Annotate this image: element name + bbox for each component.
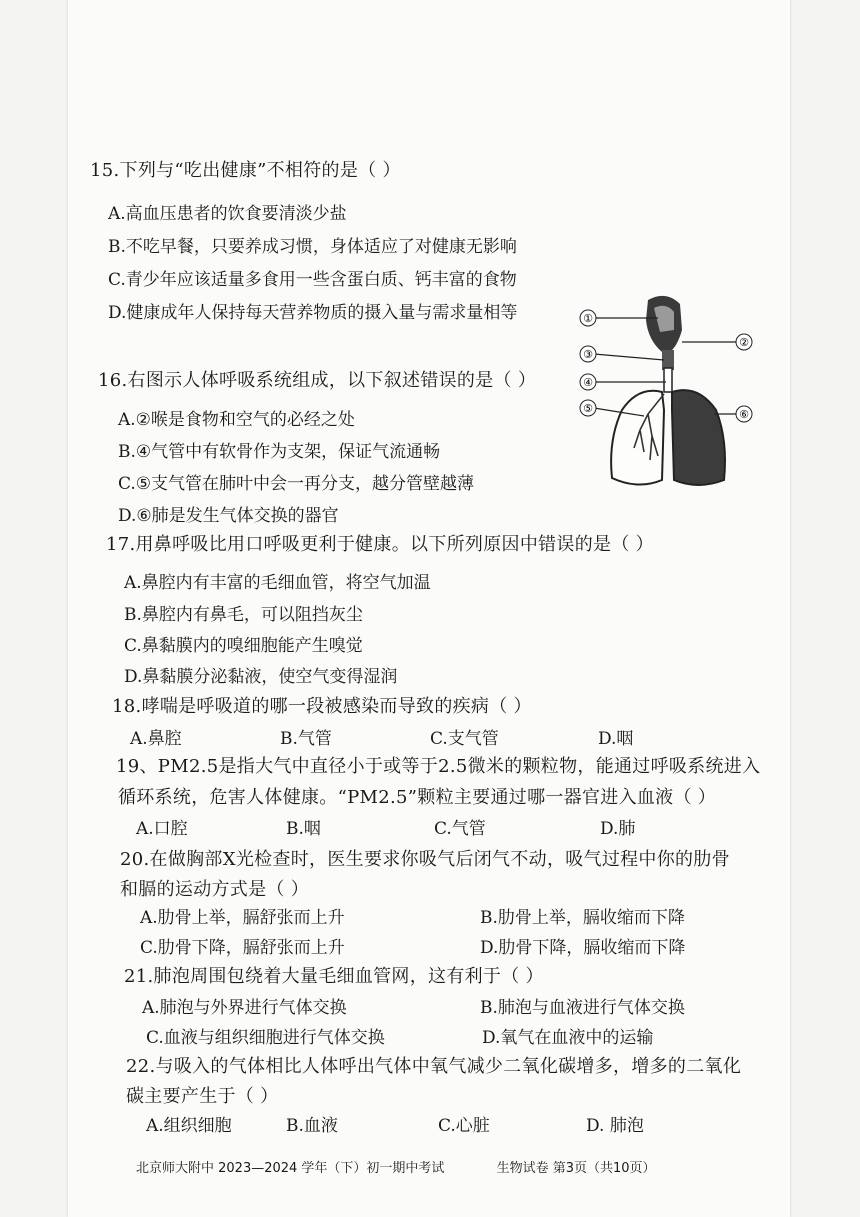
q21-option-c: C.血液与组织细胞进行气体交换 — [146, 1028, 385, 1048]
q19-option-d: D.肺 — [600, 819, 636, 839]
page-footer — [136, 1157, 656, 1176]
q20-option-d: D.肋骨下降，膈收缩而下降 — [480, 938, 686, 958]
figure-label-5: ⑤ — [583, 402, 593, 415]
q22-option-c: C.心脏 — [438, 1116, 490, 1136]
q17-option-b: B.鼻腔内有鼻毛，可以阻挡灰尘 — [124, 605, 363, 625]
respiratory-system-figure — [578, 290, 758, 505]
q18-option-a: A.鼻腔 — [130, 729, 182, 749]
question-21-stem: 21.肺泡周围包绕着大量毛细血管网，这有利于（ ） — [124, 966, 544, 987]
q17-option-d: D.鼻黏膜分泌黏液，使空气变得湿润 — [124, 667, 398, 687]
q17-option-c: C.鼻黏膜内的嗅细胞能产生嗅觉 — [124, 636, 363, 656]
q22-option-d: D. 肺泡 — [586, 1116, 644, 1136]
q20-option-a: A.肋骨上举，膈舒张而上升 — [140, 908, 345, 928]
trachea-shape — [664, 368, 672, 392]
q21-option-a: A.肺泡与外界进行气体交换 — [142, 998, 347, 1018]
q15-option-a: A.高血压患者的饮食要清淡少盐 — [108, 204, 347, 224]
question-22-stem-line-2: 碳主要产生于（ ） — [126, 1086, 279, 1107]
question-18-stem: 18.哮喘是呼吸道的哪一段被感染而导致的疾病（ ） — [112, 696, 532, 717]
q16-option-a: A.②喉是食物和空气的必经之处 — [118, 410, 355, 430]
figure-label-4: ④ — [583, 376, 593, 389]
q17-option-a: A.鼻腔内有丰富的毛细血管，将空气加温 — [124, 573, 431, 593]
question-19-stem-line-1: 19、PM2.5是指大气中直径小于或等于2.5微米的颗粒物，能通过呼吸系统进入 — [116, 756, 761, 777]
figure-label-2: ② — [739, 336, 749, 349]
q18-option-d: D.咽 — [598, 729, 634, 749]
figure-label-3: ③ — [583, 348, 593, 361]
question-17-stem: 17.用鼻呼吸比用口呼吸更利于健康。以下所列原因中错误的是（ ） — [106, 534, 654, 555]
footer-exam-title: 北京师大附中 2023—2024 学年（下）初一期中考试 — [136, 1161, 445, 1176]
right-lung-shape — [672, 390, 725, 485]
figure-label-6: ⑥ — [739, 408, 749, 421]
q18-option-b: B.气管 — [280, 729, 332, 749]
q21-option-b: B.肺泡与血液进行气体交换 — [480, 998, 685, 1018]
q20-option-b: B.肋骨上举，膈收缩而下降 — [480, 908, 685, 928]
question-20-stem-line-1: 20.在做胸部X光检查时，医生要求你吸气后闭气不动，吸气过程中你的肋骨 — [120, 849, 730, 870]
q16-option-d: D.⑥肺是发生气体交换的器官 — [118, 506, 339, 526]
q15-option-b: B.不吃早餐，只要养成习惯，身体适应了对健康无影响 — [108, 237, 517, 257]
footer-page-info: 生物试卷 第3页（共10页） — [496, 1161, 656, 1176]
q19-option-c: C.气管 — [434, 819, 486, 839]
q21-option-d: D.氧气在血液中的运输 — [482, 1028, 654, 1048]
question-20-stem-line-2: 和膈的运动方式是（ ） — [120, 879, 310, 900]
q20-option-c: C.肋骨下降，膈舒张而上升 — [140, 938, 345, 958]
figure-label-1: ① — [583, 312, 593, 325]
question-15-stem: 15.下列与“吃出健康”不相符的是（ ） — [90, 160, 401, 181]
question-16-stem: 16.右图示人体呼吸系统组成，以下叙述错误的是（ ） — [98, 370, 537, 391]
q22-option-a: A.组织细胞 — [146, 1116, 232, 1136]
q16-option-c: C.⑤支气管在肺叶中会一再分支，越分管壁越薄 — [118, 474, 475, 494]
question-19-stem-line-2: 循环系统，危害人体健康。“PM2.5”颗粒主要通过哪一器官进入血液（ ） — [118, 787, 717, 808]
q19-option-b: B.咽 — [286, 819, 321, 839]
q19-option-a: A.口腔 — [136, 819, 188, 839]
q22-option-b: B.血液 — [286, 1116, 338, 1136]
question-22-stem-line-1: 22.与吸入的气体相比人体呼出气体中氧气减少二氧化碳增多，增多的二氧化 — [126, 1056, 742, 1077]
exam-page — [68, 0, 790, 1217]
q15-option-c: C.青少年应该适量多食用一些含蛋白质、钙丰富的食物 — [108, 270, 517, 290]
q15-option-d: D.健康成年人保持每天营养物质的摄入量与需求量相等 — [108, 303, 518, 323]
q18-option-c: C.支气管 — [430, 729, 499, 749]
q16-option-b: B.④气管中有软骨作为支架，保证气流通畅 — [118, 442, 441, 462]
